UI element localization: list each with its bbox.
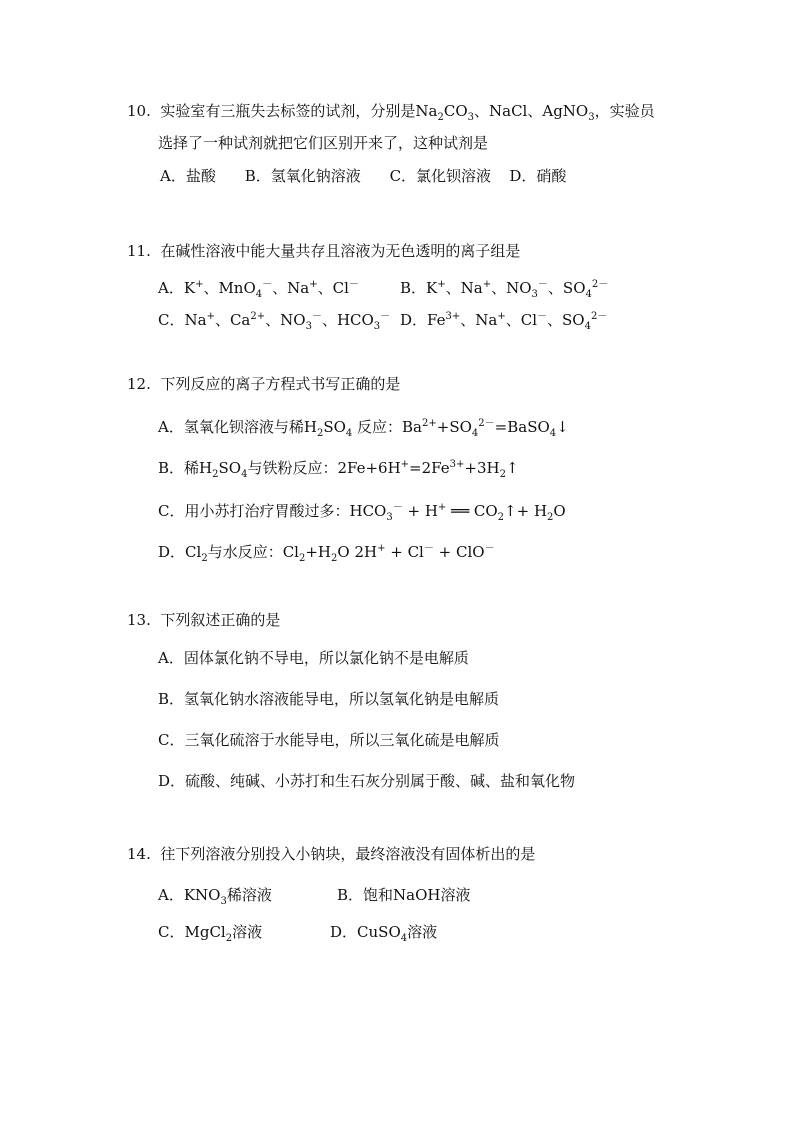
q10-line2: 选择了一种试剂就把它们区别开来了，这种试剂是 bbox=[158, 134, 489, 152]
q10-line1: 10. 实验室有三瓶失去标签的试剂，分别是$Na_2CO_3$、NaCl、AgNO$_3$，实验员 bbox=[127, 102, 655, 123]
q10-option-d[interactable]: D．硝酸 bbox=[509, 167, 567, 185]
q12-option-d[interactable]: D．$Cl_2$与水反应：$Cl_2+H_2O$ 2H+ + Cl－ + ClO－ bbox=[158, 543, 495, 564]
q13-option-a[interactable]: A．固体氯化钠不导电，所以氯化钠不是电解质 bbox=[158, 649, 469, 667]
q13-number: 13. bbox=[127, 611, 151, 629]
q13-option-c[interactable]: C．三氧化硫溶于水能导电，所以三氧化硫是电解质 bbox=[158, 731, 500, 749]
q14-number: 14. bbox=[127, 845, 151, 863]
q10-option-c[interactable]: C．氯化钡溶液 bbox=[389, 167, 492, 185]
q14-option-c[interactable]: C．MgCl$_2$溶液 bbox=[158, 923, 263, 944]
q14-stem: 14. 往下列溶液分别投入小钠块，最终溶液没有固体析出的是 bbox=[127, 845, 536, 863]
q10-options bbox=[160, 166, 566, 186]
q13-stem: 13. 下列叙述正确的是 bbox=[127, 611, 281, 629]
q11-stem: 11. 在碱性溶液中能大量共存且溶液为无色透明的离子组是 bbox=[127, 242, 521, 260]
q10-number: 10. bbox=[127, 102, 151, 120]
q10-option-b[interactable]: B．氢氧化钠溶液 bbox=[244, 167, 361, 185]
q12-stem: 12. 下列反应的离子方程式书写正确的是 bbox=[127, 375, 401, 393]
q11-option-a[interactable]: A．K+、MnO$_4$－、Na+、Cl－ bbox=[158, 279, 359, 300]
q12-option-c[interactable]: C．用小苏打治疗胃酸过多：$HCO_3^- + H^+$ ══ $CO_2↑+ H_2O$ bbox=[158, 502, 566, 523]
q12-option-a[interactable]: A．氢氧化钡溶液与稀$H_2SO_4$ 反应：$Ba^{2+}+SO_4^{2-}=BaSO_4↓$ bbox=[158, 418, 569, 439]
q11-option-b[interactable]: B．K+、Na+、$NO_3^-$、$SO_4^{2-}$ bbox=[400, 279, 609, 300]
q11-number: 11. bbox=[127, 242, 151, 260]
q11-option-c[interactable]: C．Na+、$Ca^{2+}$、$NO_3^-$、$HCO_3^-$ bbox=[158, 311, 391, 332]
q11-option-d[interactable]: D．$Fe^{3+}$、Na+、Cl－、$SO_4^{2-}$ bbox=[400, 311, 608, 332]
q10-option-a[interactable]: A．盐酸 bbox=[160, 167, 216, 185]
q14-option-a[interactable]: A．$KNO_3$稀溶液 bbox=[158, 886, 272, 907]
q13-option-d[interactable]: D．硫酸、纯碱、小苏打和生石灰分别属于酸、碱、盐和氧化物 bbox=[158, 772, 576, 790]
q12-number: 12. bbox=[127, 375, 151, 393]
q14-option-b[interactable]: B．饱和NaOH溶液 bbox=[337, 886, 471, 904]
q13-option-b[interactable]: B．氢氧化钠水溶液能导电，所以氢氧化钠是电解质 bbox=[158, 690, 500, 708]
q14-option-d[interactable]: D．CuSO$_4$溶液 bbox=[330, 923, 438, 944]
q12-option-b[interactable]: B．稀$H_2SO_4$与铁粉反应：$2Fe+6H^+=2Fe^{3+}+3H_2↑$ bbox=[158, 459, 519, 480]
